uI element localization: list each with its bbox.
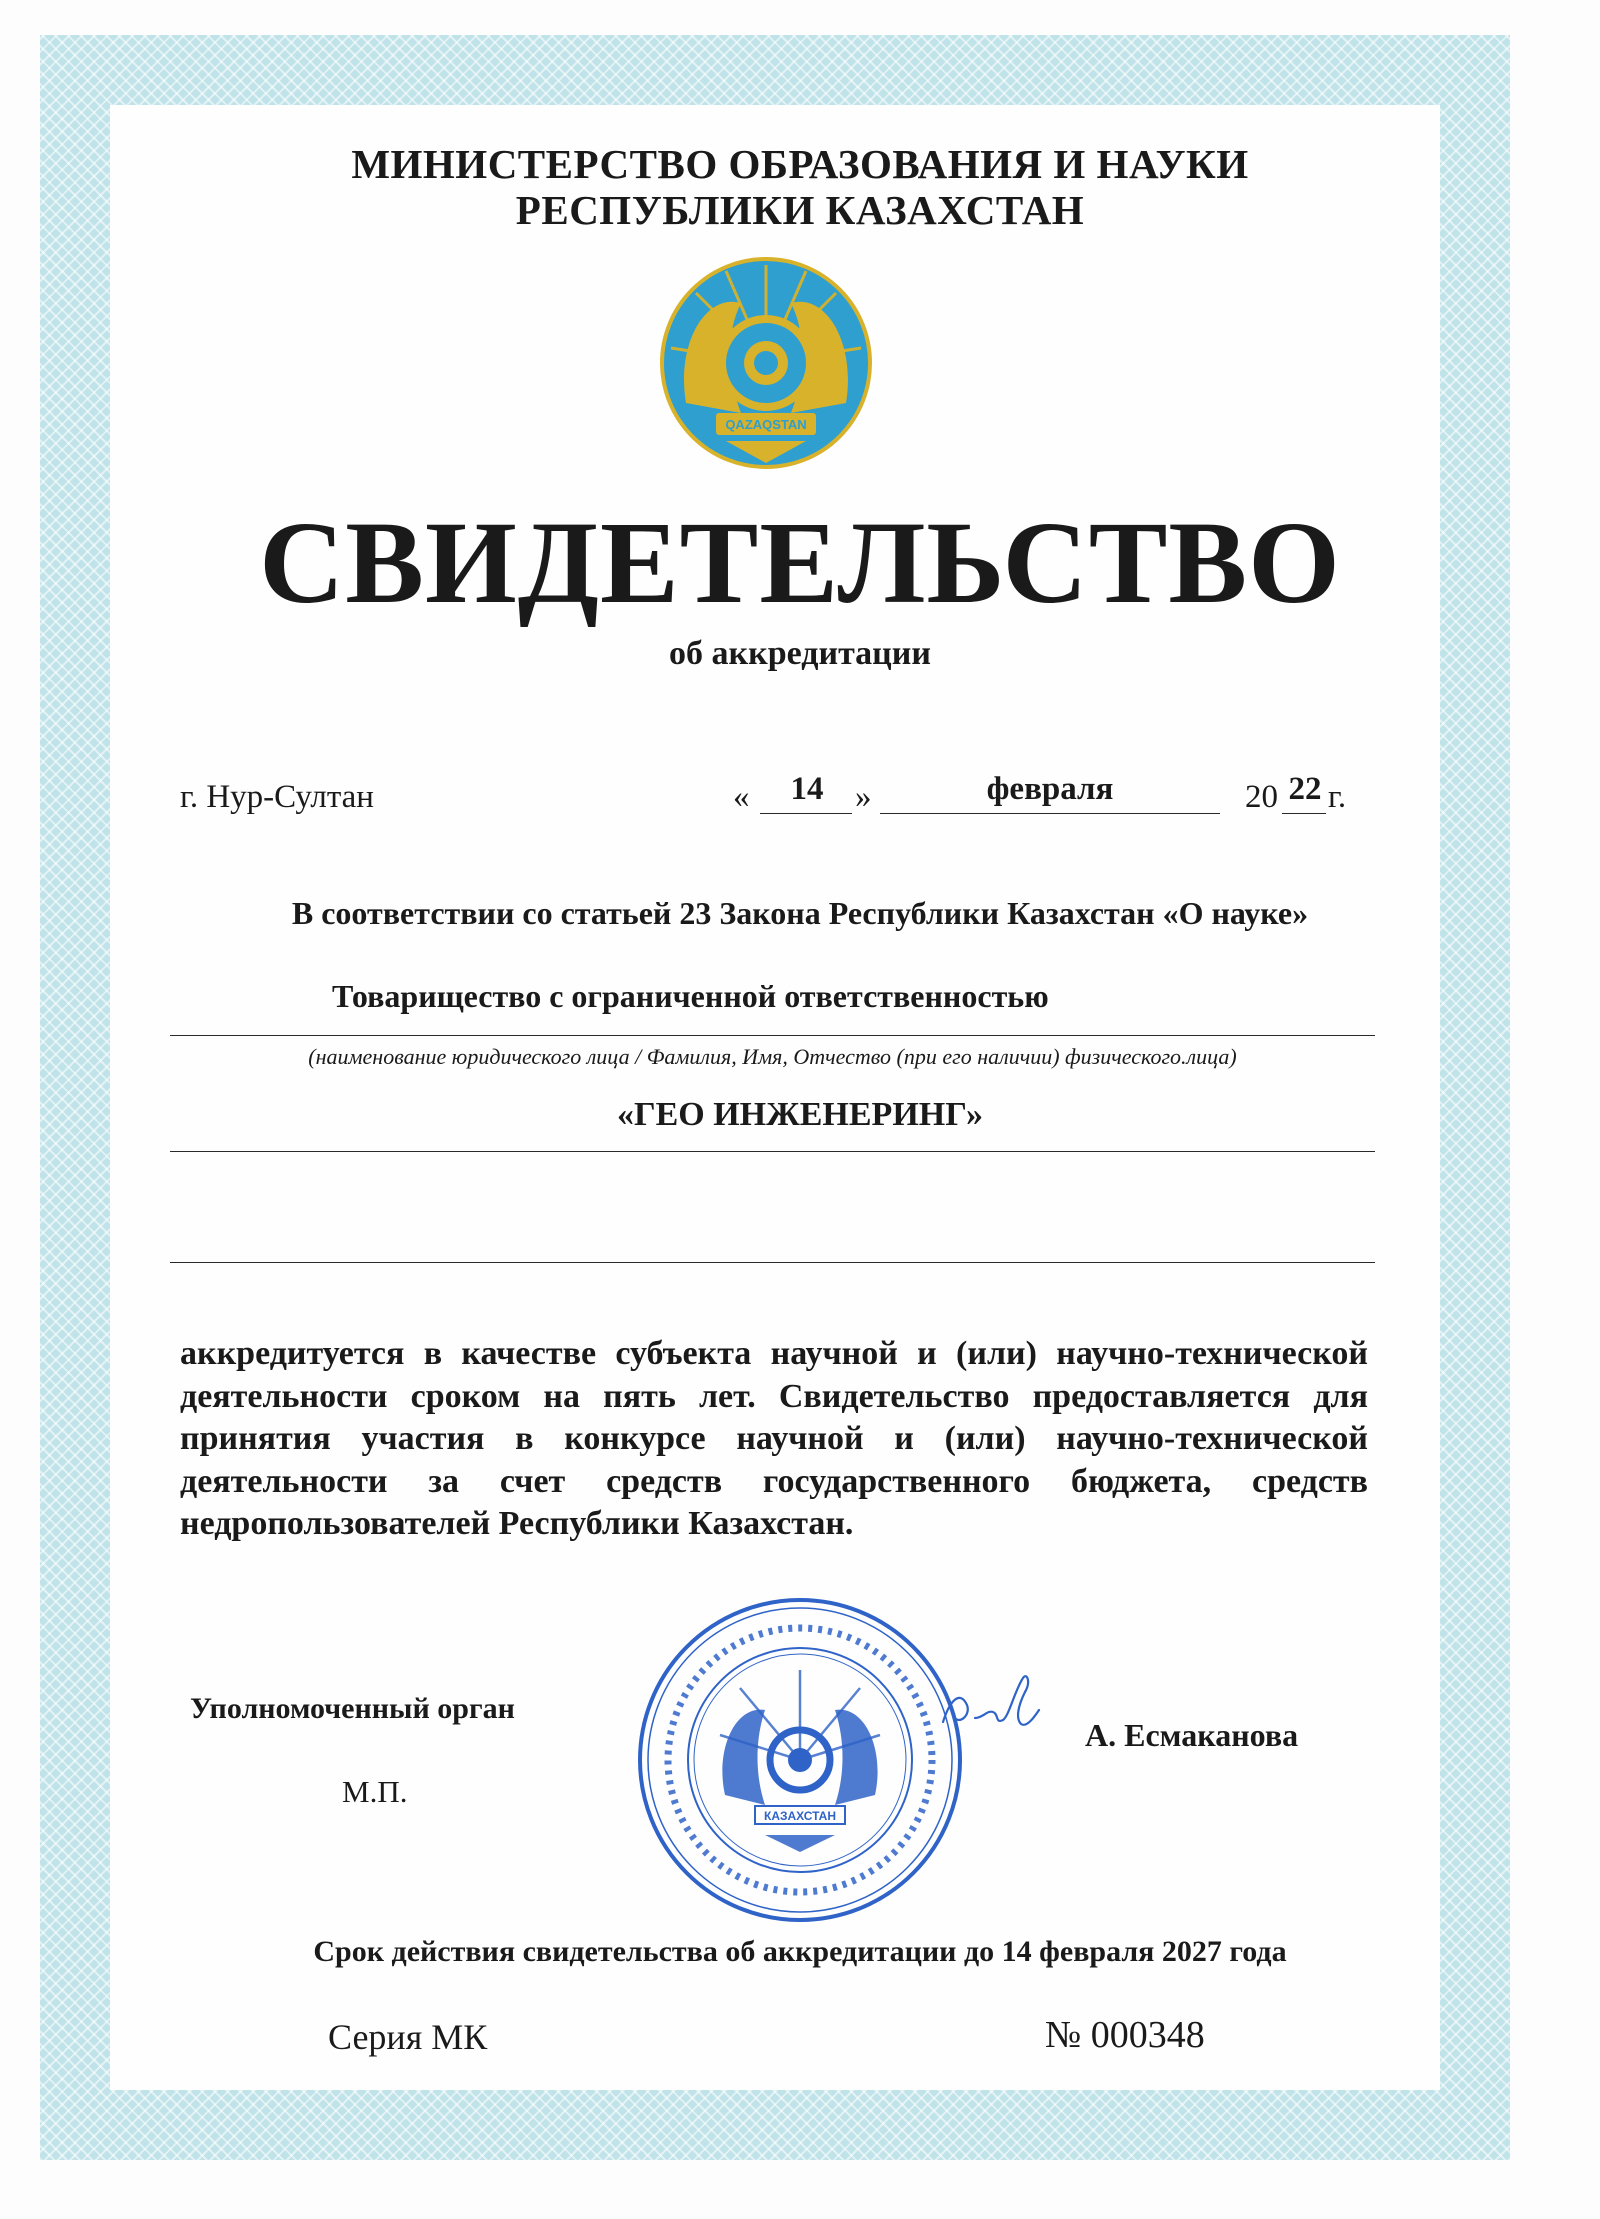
- authority-label: Уполномоченный орган: [190, 1692, 515, 1725]
- signature-icon: [935, 1660, 1045, 1740]
- issue-city: г. Нур-Султан: [180, 779, 374, 815]
- issue-month: февраля: [986, 771, 1114, 807]
- entity-hint: (наименование юридического лица / Фамилия, Имя, Отчество (при его наличии) физического.лица): [308, 1044, 1237, 1069]
- year-suffix: 22: [1288, 771, 1322, 807]
- entity-type: Товарищество с ограниченной ответственностью: [332, 978, 1049, 1014]
- date-open-quote: «: [733, 779, 750, 815]
- year-underline: [1282, 813, 1326, 814]
- entity-name: «ГЕО ИНЖЕНЕРИНГ»: [616, 1096, 983, 1133]
- blank-line: [170, 1262, 1375, 1263]
- official-seal-icon: [630, 1590, 970, 1930]
- date-close-quote: »: [855, 779, 872, 815]
- validity-text: Срок действия свидетельства об аккредитации до 14 февраля 2027 года: [313, 1935, 1287, 1968]
- seal-label: М.П.: [342, 1774, 408, 1809]
- issue-day: 14: [790, 771, 824, 807]
- ministry-title-line1: МИНИСТЕРСТВО ОБРАЗОВАНИЯ И НАУКИ: [351, 141, 1249, 187]
- kazakhstan-emblem-icon: [656, 253, 876, 473]
- ministry-title-line2: РЕСПУБЛИКИ КАЗАХСТАН: [515, 187, 1085, 233]
- day-underline: [760, 813, 852, 814]
- signatory-name: А. Есмаканова: [1085, 1717, 1299, 1753]
- entity-name-line: [170, 1151, 1375, 1152]
- year-prefix: 20: [1245, 779, 1278, 815]
- entity-type-line: [170, 1035, 1375, 1036]
- year-mark: г.: [1328, 779, 1347, 815]
- certificate-number: № 000348: [1045, 2014, 1205, 2056]
- seal-center-text: КАЗАХСТАН: [764, 1809, 836, 1823]
- legal-basis: В соответствии со статьей 23 Закона Республики Казахстан «О науке»: [291, 895, 1309, 931]
- emblem-text: QAZAQSTAN: [725, 417, 807, 432]
- month-underline: [880, 813, 1220, 814]
- certificate-subtitle: об аккредитации: [669, 635, 931, 672]
- series-label: Серия МК: [328, 2017, 488, 2057]
- certificate-title: СВИДЕТЕЛЬСТВО: [259, 497, 1341, 628]
- accreditation-text: аккредитуется в качестве субъекта научной и (или) научно-технической деятельности сроком на пять лет. Свидетельство предоставляется для принятия участия в конкурсе научной и (или) научно-технической деятельности за счет средств государственного бюджета, средств недропользователей Республики Казахстан.: [180, 1335, 1368, 1542]
